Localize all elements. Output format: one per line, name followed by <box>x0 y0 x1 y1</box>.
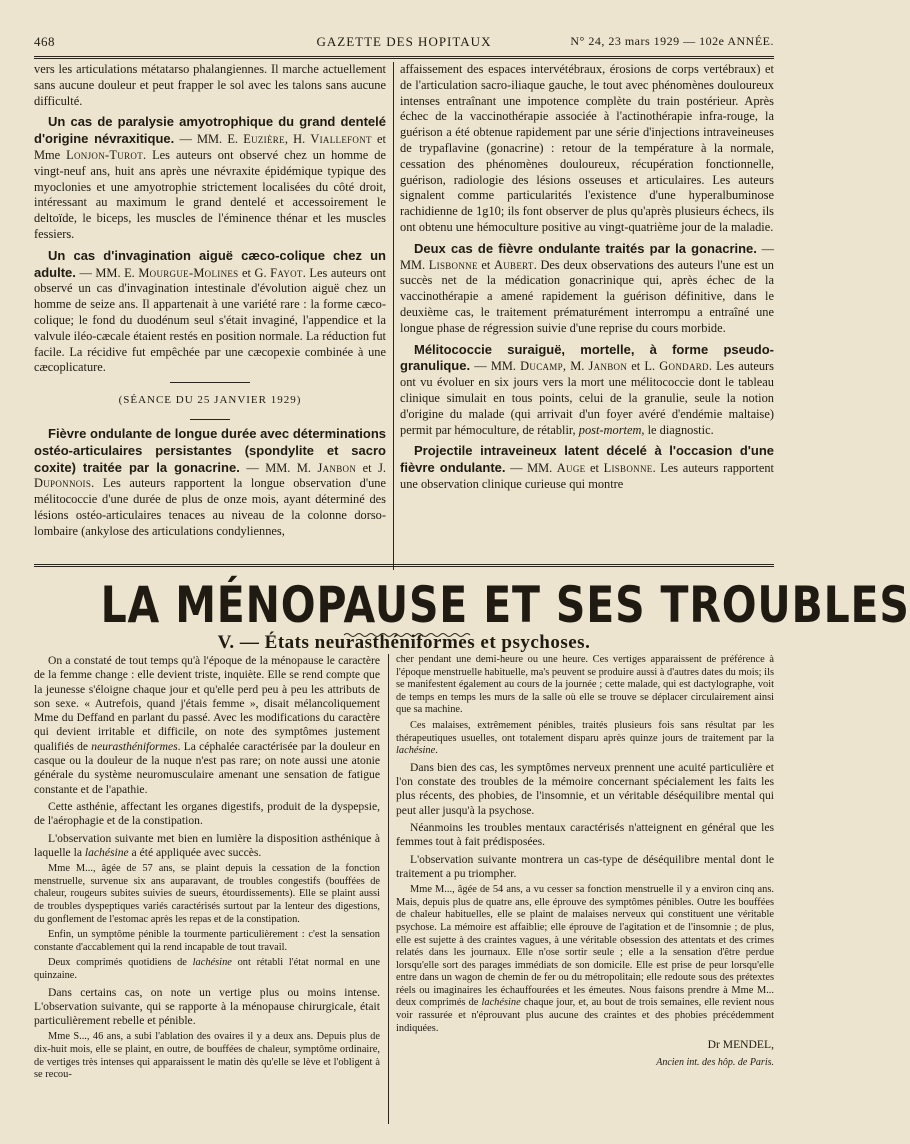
author: Lisbonne <box>603 461 653 476</box>
article-melitococcie: Mélitococcie suraiguë, mortelle, à forme pseudo-granulique. — MM. Ducamp, M. Janbon et L. Gondard. Les auteurs ont vu évoluer en six jours vers la mort une mélitococcie dont le tableau clinique simulait en tous points, celui de la granulie, seule la notion d'origine du malade (qui arrivait d'un foyer avéré d'endémie maltaise) permit par hémoculture, de rétablir, post-mortem, le diagnostic. <box>400 341 774 437</box>
bottom-right-column <box>396 654 774 1073</box>
seance-heading: (SÉANCE DU 25 JANVIER 1929) <box>118 394 302 407</box>
author: Lonjon-Turot <box>66 147 144 162</box>
top-right-column <box>400 62 774 498</box>
author: Mourgue-Molines <box>138 265 239 280</box>
journal-title: GAZETTE DES HOPITAUX <box>316 34 492 49</box>
paragraph: Deux comprimés quotidiens de lachésine ont rétabli l'état normal en une quinzaine. <box>34 957 380 981</box>
author: Ducamp <box>520 359 563 374</box>
paragraph: Néanmoins les troubles mentaux caractérisés n'atteignent en général que les femmes tout à fait prédisposées. <box>396 820 774 849</box>
bottom-left-column <box>34 654 380 1085</box>
paragraph: Dans bien des cas, les symptômes nerveux prennent une acuité particulière et l'on constate des troubles de la mémoire concernant spécialement les faits les plus récents, des phobies, de l'insomnie, et un véritable déséquilibre mental qui peut aller jusqu'à la psychose. <box>396 760 774 817</box>
article-title: Mélitococcie suraiguë, mortelle, à forme pseudo-granulique. <box>400 341 774 374</box>
author: Euzière <box>243 132 285 147</box>
column-divider <box>393 62 394 570</box>
paragraph: Enfin, un symptôme pénible la tourmente particulièrement : c'est la sensation constante d'accablement qui la rend incapable de tout travail. <box>34 929 380 953</box>
paragraph: L'observation suivante montrera un cas-type de déséquilibre mental dont le traitement a pu triompher. <box>396 852 774 880</box>
paragraph: cher pendant une demi-heure ou une heure. Ces vertiges apparaissent de préférence à l'époque menstruelle habituelle, ma's peuvent se produire aussi à d'autres dates du mois; ils se manifestent également au cours de la journée ; cette malade, qui est dactylographe, voit de temps en temps les murs de la salle où elle se trouve se déplacer circulairement ainsi que sa machine. <box>396 654 774 716</box>
paragraph: affaissement des espaces intervétébraux, érosions de corps vertébraux) et de l'articulation sacro-iliaque gauche, le tout avec phénomènes douloureux intenses entraînant une impotence complète du train postérieur. Après échec de la vaccinothérapie associée à l'actinothérapie infra-rouge, la guérison a été obtenue rapidement par une série d'injections intraveineuses de trypaflavine (gonacrine) : retour de la température à la normale, cessation des phénomènes douloureux, récupération fonctionnelle, guérison, radiologie des lésions osseuses et articulaires. Les auteurs signalent comme particularités l'existence d'une hyperalbuminose rachidienne de 1g10; ils font observer de plus qu'après plusieurs échecs, ils ont obtenu une hémoculture positive au vingt-quatrième jour de la maladie. <box>400 62 774 234</box>
author: Auge <box>556 461 586 476</box>
paragraph: On a constaté de tout temps qu'à l'époque de la ménopause le caractère de la femme change : elle devient triste, inquiète. Elle se rend compte que la jeunesse s'éloigne chaque jour et qu'elle perd peu à peu les attributs de son sexe. « Autrefois, quand j'étais femme », disait mélancoliquement Mme du Deffand en parlant du passé. Avec les modifications du caractère qui devient irritable et difficile, on note des symptômes justement qualifiés de neurasthéniformes. La céphalée caractérisée par la douleur en casque ou la douleur de la nuque n'est pas rare; on note aussi une atonie générale du système neuromusculaire amenant une sensation de fatigue constante et de l'apathie. <box>34 654 380 796</box>
paragraph: L'observation suivante met bien en lumière la disposition asthénique à laquelle la lachésine a été appliquée avec succès. <box>34 831 380 859</box>
author: Viallefont <box>310 132 372 147</box>
article-title: Fièvre ondulante de longue durée avec déterminations ostéo-articulaires persistantes (spondylite et sacro coxite) traitée par la gonacrine. <box>34 425 386 475</box>
author: Lisbonne <box>428 257 478 272</box>
article-invagination: Un cas d'invagination aiguë cæco-colique chez un adulte. — MM. E. Mourgue-Molines et G. Fayot. Les auteurs ont observé un cas d'invagination intestinale d'évolution aiguë chez un homme de seize ans. Il appartenait à une variété rare : la forme cæco-colique; le fond du duodénum seul s'était invaginé, l'appendice et la valvule iléo-cæcale étaient restés en position normale. La réduction fut facile. La récidive fut empêchée par une cæcopexie combinée à une cæcoplicature. <box>34 247 386 375</box>
article-title: Deux cas de fièvre ondulante traités par la gonacrine. <box>414 240 757 256</box>
observation-2 <box>34 1031 380 1081</box>
page-number: 468 <box>34 34 55 49</box>
top-left-column <box>34 62 386 545</box>
article-deux-cas: Deux cas de fièvre ondulante traités par la gonacrine. — MM. Lisbonne et Aubert. Des deux observations des auteurs l'une est un succès net de la médication gonacrinique qui, après échec de la vaccinothérapie a amené rapidement la guérison définitive, dans le deuxième cas, le traitement prématurément interrompu a entraîné une longue phase de régression suivie d'une reprise du cours morbide. <box>400 240 774 335</box>
article-projectile: Projectile intraveineux latent décelé à l'occasion d'une fièvre ondulante. — MM. Auge et Lisbonne. Les auteurs rapportent une observation clinique curieuse qui montre <box>400 443 774 491</box>
section-rule <box>34 564 774 567</box>
divider <box>170 382 250 383</box>
observation-3 <box>396 884 774 1035</box>
article-title: Un cas d'invagination aiguë cæco-colique chez un adulte. <box>34 247 386 280</box>
paragraph: Cette asthénie, affectant les organes digestifs, produit de la dyspepsie, de l'aérophagie et de la constipation. <box>34 799 380 828</box>
newspaper-page <box>34 28 910 1128</box>
column-divider <box>388 654 389 1124</box>
article-title: Projectile intraveineux latent décelé à l'occasion d'une fièvre ondulante. <box>400 443 774 476</box>
feature-subtitle: V. — États neurasthéniformes et psychoses. <box>217 632 591 653</box>
paragraph: Ces malaises, extrêmement pénibles, traités plusieurs fois sans résultat par les thérapeutiques usuelles, ont totalement disparu après quinze jours de traitement par la lachésine. <box>396 719 774 757</box>
author: Janbon <box>588 359 628 374</box>
author: Aubert <box>494 257 534 272</box>
page-header <box>34 34 774 52</box>
paragraph: Dans certains cas, on note un vertige plus ou moins intense. L'observation suivante, qui se rapporte à la ménopause chirurgicale, était particulièrement rebelle et pénible. <box>34 985 380 1028</box>
paragraph: vers les articulations métatarso phalangiennes. Il marche actuellement sans aucune douleur et peut frapper le sol avec les talons sans aucune difficulté. <box>34 62 386 108</box>
article-paralysie: Un cas de paralysie amyotrophique du grand dentelé d'origine névraxitique. — MM. E. Euzière, H. Viallefont et Mme Lonjon-Turot. Les auteurs ont observé chez un homme de vingt-neuf ans, huit ans après une névraxite épidémique typique des myoclonies et une amyotrophie strictement localisées du côté droit, intéressant au maximum le grand dentelé et accessoirement le deltoïde, le biceps, les muscles de l'éminence thénar et les muscles fessiers. <box>34 114 386 241</box>
article-fievre-ondulante: Fièvre ondulante de longue durée avec déterminations ostéo-articulaires persistantes (spondylite et sacro coxite) traitée par la gonacrine. — MM. M. Janbon et J. Duponnois. Les auteurs rapportent la longue observation d'une mélitococcie d'une durée de plus de onze mois, ayant déterminé des lésions ostéo-articulaires tenaces au niveau de la colonne dorso-lombaire (ankylose des articulations condyliennes, <box>34 425 387 538</box>
feature-title: LA MÉNOPAUSE ET SES TROUBLES <box>100 576 910 634</box>
article-title: Un cas de paralysie amyotrophique du grand dentelé d'origine névraxitique. <box>34 114 386 147</box>
author: Duponnois <box>34 476 92 491</box>
author: Gondard <box>659 359 709 374</box>
header-rule <box>34 56 774 59</box>
author: Janbon <box>317 460 357 475</box>
observation-1 <box>34 863 380 982</box>
paragraph: Mme M..., âgée de 54 ans, a vu cesser sa fonction menstruelle il y a environ cinq ans. Mais, depuis plus de quatre ans, elle éprouve des symptômes pénibles. Outre les bouffées de chaleur habituelles, elle se plaint de malaises nerveux qui constituent une véritable psychose. La mémoire est affaiblie; elle éprouve de l'agitation et de l'insomnie ; de plus, elle est sujette à des craintes vagues, à une véritable obsession des attentats et des crimes relatés dans les journaux. Elle n'ose sortir seule ; elle a la sensation d'être perdue lorsqu'elle sort des parages immédiats de son domicile. Elle est prise de peur lorsqu'elle entre dans un wagon de chemin de fer ou du métropolitain; elle redoute sous des prétextes réels ou imaginaires les échauffourées et les émeutes. Nous faisons prendre à Mme M... deux comprimés de lachésine chaque jour, et, au bout de trois semaines, elle revient nous voir rassurée et n'éprouvant plus aucune des craintes et des phobies précédemment indiquées. <box>396 884 775 1034</box>
signature-title: Ancien int. des hôp. de Paris. <box>656 1056 774 1068</box>
signature: Dr MENDEL, <box>707 1038 774 1052</box>
paragraph: Mme S..., 46 ans, a subi l'ablation des ovaires il y a deux ans. Depuis plus de dix-huit mois, elle se plaint, en outre, de bouffées de chaleur, symptôme ordinaire, de vertiges très intenses qui apparaissent le matin dès qu'elle se lève et l'obligent à se recou- <box>34 1031 380 1081</box>
issue-date: N° 24, 23 mars 1929 — 102e ANNÉE. <box>570 34 774 48</box>
divider <box>190 419 230 420</box>
author: Fayot <box>270 265 303 280</box>
observation-2-continued <box>396 654 774 758</box>
paragraph: Mme M..., âgée de 57 ans, se plaint depuis la cessation de la fonction menstruelle, survenue six ans auparavant, de troubles congestifs (bouffées de chaleur, rougeurs subites suivies de sueurs, étourdissements). Elle se plaint aussi de troubles dyspeptiques variés caractérisés surtout par la lenteur des digestions, du gonflement de l'estomac après les repas et de la constipation. <box>34 863 380 925</box>
